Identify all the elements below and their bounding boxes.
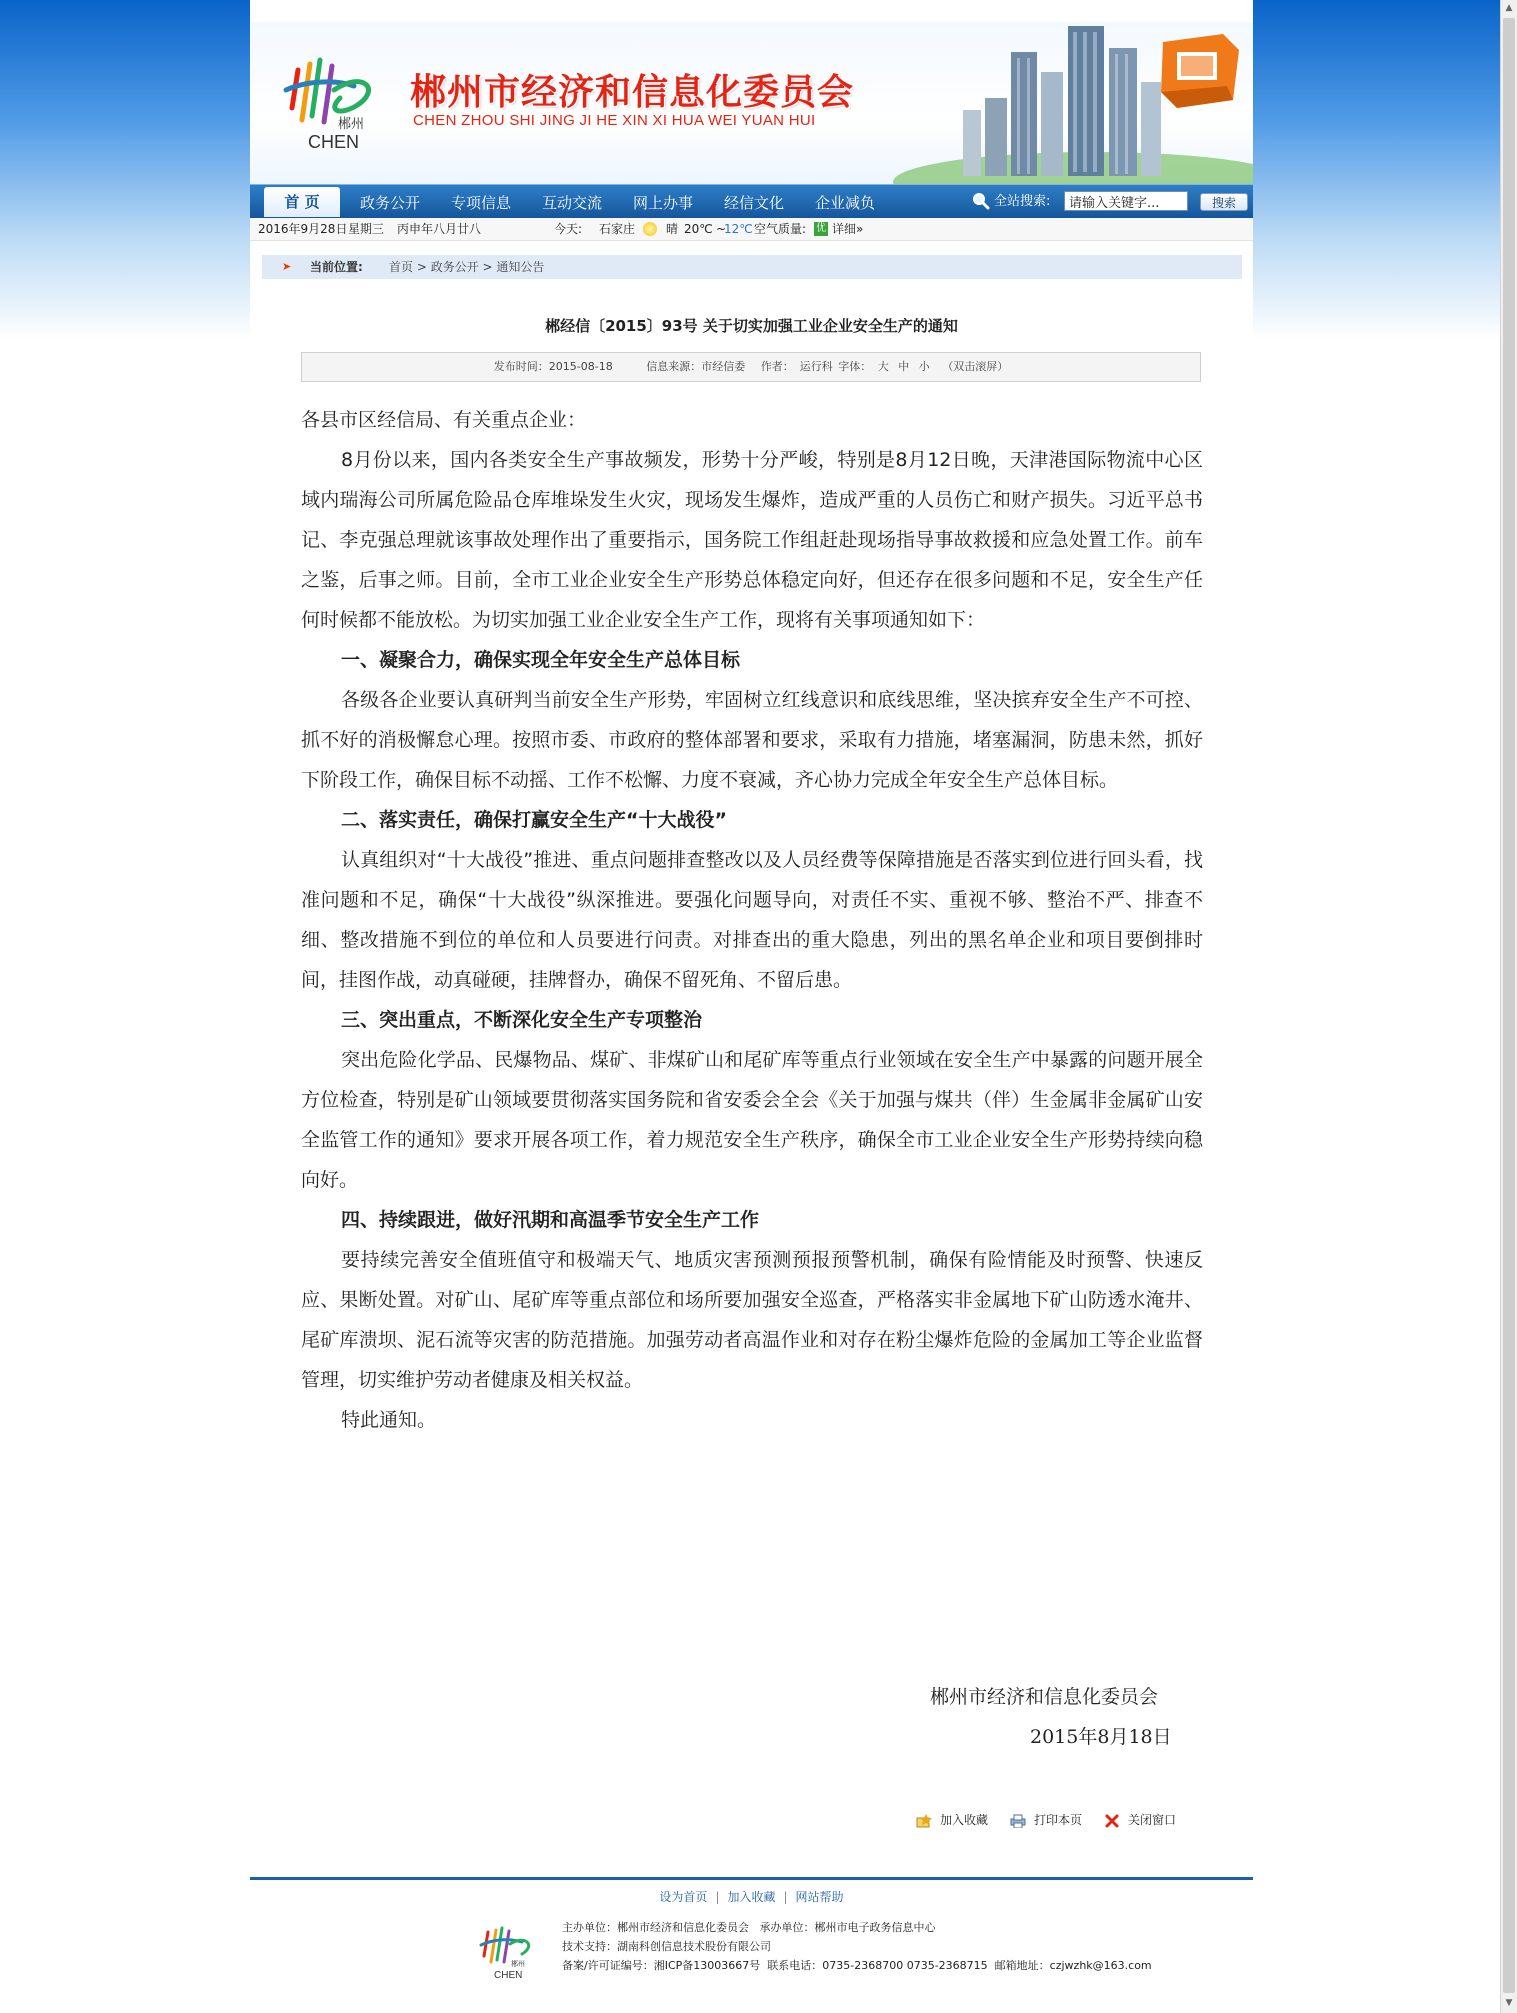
article-paragraph: 突出危险化学品、民爆物品、煤矿、非煤矿山和尾矿库等重点行业领域在安全生产中暴露的问题开展全方位检查，特别是矿山领域要贯彻落实国务院和省安委会全会《关于加强与煤共（伴）生金属非金属矿山安全监管工作的通知》要求开展各项工作，着力规范安全生产秩序，确保全市工业企业安全生产形势持续向稳向好。 [301,1049,1203,1191]
close-window-label: 关闭窗口 [1128,1813,1177,1827]
footer-link-separator: | [715,1890,720,1904]
search-button[interactable]: 搜索 [1200,193,1248,211]
article-closing: 特此通知。 [341,1409,437,1431]
vertical-scrollbar[interactable] [1500,0,1517,2013]
section-heading: 一、凝聚合力，确保实现全年安全生产总体目标 [341,649,741,671]
footer-link-separator: | [783,1890,788,1904]
search-label: 全站搜索: [994,194,1051,209]
site-logo[interactable] [278,50,390,165]
font-size-medium[interactable]: 中 [898,360,910,373]
article-title: 郴经信〔2015〕93号 关于切实加强工业企业安全生产的通知 [545,317,958,335]
computer-cube-icon [1161,34,1239,108]
font-size-label: 字体： [838,360,872,373]
font-size-large[interactable]: 大 [877,360,889,373]
current-weekday: 星期三 [348,222,385,236]
article-paragraph: 8月份以来，国内各类安全生产事故频发，形势十分严峻，特别是8月12日晚，天津港国际物流中心区域内瑞海公司所属危险品仓库堆垛发生火灾，现场发生爆炸，造成严重的人员伤亡和财产损失。习近平总书记、李克强总理就该事故处理作出了重要指示，国务院工作组赶赴现场指导事故救援和应急处置工作。前车之鉴，后事之师。目前，全市工业企业安全生产形势总体稳定向好，但还存在很多问题和不足，安全生产任何时候都不能放松。为切实加强工业企业安全生产工作，现将有关事项通知如下： [301,449,1203,631]
footer-organizer: 承办单位：郴州市电子政务信息中心 [759,1921,936,1934]
add-favorite-label: 加入收藏 [940,1813,989,1827]
scroll-up-arrow-icon[interactable]: ▲ [1505,3,1513,13]
nav-item-gov-affairs[interactable]: 政务公开 [359,194,420,212]
section-heading: 四、持续跟进，做好汛期和高温季节安全生产工作 [341,1209,760,1231]
date-weather-bar [250,218,1253,241]
site-header [250,22,1253,184]
sunny-icon [643,222,657,236]
print-page-button[interactable] [1010,1812,1082,1828]
nav-item-burden-reduction[interactable]: 企业减负 [814,194,875,212]
site-subtitle: CHEN ZHOU SHI JING JI HE XIN XI HUA WEI YUAN HUI [413,112,816,129]
print-icon [1010,1814,1026,1828]
search-icon [972,192,990,210]
close-window-button[interactable] [1104,1812,1176,1828]
set-homepage-link[interactable]: 设为首页 [659,1890,708,1904]
close-icon [1104,1814,1120,1828]
section-heading: 二、落实责任，确保打赢安全生产“十大战役” [341,809,727,831]
footer-links [250,1888,1253,1905]
site-title: 郴州市经济和信息化委员会 [410,72,855,113]
nav-item-interaction[interactable]: 互动交流 [541,194,602,212]
footer-phone: 联系电话：0735-2368700 0735-2368715 [767,1959,988,1972]
main-nav [250,184,1253,218]
temperature-low: 12℃ [724,222,753,236]
nav-item-home[interactable]: 首 页 [264,187,340,217]
scrollbar-thumb[interactable] [1503,18,1515,1993]
air-quality-label: 空气质量: [754,222,807,236]
signature-date: 2015年8月18日 [1030,1726,1172,1748]
footer-tech-support: 技术支持：湖南科创信息技术股份有限公司 [562,1940,771,1953]
nav-item-special-info[interactable]: 专项信息 [450,194,511,212]
article-paragraph: 要持续完善安全值班值守和极端天气、地质灾害预测预报预警机制，确保有险情能及时预警、快速反应、果断处置。对矿山、尾矿库等重点部位和场所要加强安全巡查，严格落实非金属地下矿山防透水淹井、尾矿库溃坝、泥石流等灾害的防范措施。加强劳动者高温作业和对存在粉尘爆炸危险的金属加工等企业监督管理，切实维护劳动者健康及相关权益。 [301,1249,1203,1391]
temperature-separator: ~ [716,222,727,236]
today-label: 今天: [554,222,583,236]
double-click-scroll[interactable]: （双击滚屏） [942,360,1009,373]
air-quality-badge: 优 [816,223,826,234]
signature-organization: 郴州市经济和信息化委员会 [930,1686,1159,1708]
nav-item-online-services[interactable]: 网上办事 [632,194,693,212]
temperature-high: 20℃ [684,222,713,236]
breadcrumb-path [389,255,544,279]
author-name: 运行科 [799,360,833,373]
footer-logo [478,1922,538,1982]
font-size-small[interactable]: 小 [918,360,930,373]
logo-text-en: CHEN [308,132,360,152]
scroll-down-arrow-icon[interactable]: ▼ [1505,1998,1513,2008]
breadcrumb-label: 当前位置: [310,260,363,274]
weather-detail-link[interactable]: 详细» [832,222,864,236]
footer-email: 邮箱地址：czjwzhk@163.com [994,1959,1152,1972]
article-body [301,400,1203,1440]
breadcrumb-sep: > [478,260,497,274]
author-label: 作者： [760,360,794,373]
breadcrumb-arrow-icon: ➤ [282,260,292,273]
publish-time: 发布时间：2015-08-18 [493,360,613,373]
weather-city: 石家庄 [599,222,636,236]
breadcrumb [262,255,1242,279]
breadcrumb-sep: > [413,260,431,274]
logo-text-cn: 郴州 [338,117,365,132]
print-page-label: 打印本页 [1034,1813,1083,1827]
footer-info [562,1918,1152,1975]
breadcrumb-gov-affairs[interactable]: 政务公开 [430,260,479,274]
lunar-date: 丙申年八月廿八 [397,222,482,236]
current-date: 2016年9月28日 [258,222,348,236]
footer-logo-text-en: CHEN [494,1970,523,1981]
footer-host: 主办单位：郴州市经济和信息化委员会 [562,1921,749,1934]
add-favorite-link[interactable]: 加入收藏 [727,1890,776,1904]
footer-logo-text-cn: 郴州 [511,1960,525,1968]
add-favorite-button[interactable] [916,1812,988,1828]
weather-condition: 晴 [666,222,679,236]
article-paragraph: 各级各企业要认真研判当前安全生产形势，牢固树立红线意识和底线思维，坚决摈弃安全生产不可控、抓不好的消极懈怠心理。按照市委、市政府的整体部署和要求，采取有力措施，堵塞漏洞，防患未然，抓好下阶段工作，确保目标不动摇、工作不松懈、力度不衰减，齐心协力完成全年安全生产总体目标。 [301,689,1203,791]
section-heading: 三、突出重点，不断深化安全生产专项整治 [341,1009,703,1031]
article-salutation: 各县市区经信局、有关重点企业： [301,409,587,431]
breadcrumb-home[interactable]: 首页 [389,260,414,274]
page-container [250,0,1253,2013]
nav-item-culture[interactable]: 经信文化 [723,194,784,212]
site-help-link[interactable]: 网站帮助 [795,1890,844,1904]
article-meta [301,352,1201,382]
article-paragraph: 认真组织对“十大战役”推进、重点问题排查整改以及人员经费等保障措施是否落实到位进行回头看，找准问题和不足，确保“十大战役”纵深推进。要强化问题导向，对责任不实、重视不够、整治不严、排查不细、整改措施不到位的单位和人员要进行问责。对排查出的重大隐患，列出的黑名单企业和项目要倒排时间，挂图作战，动真碰硬，挂牌督办，确保不留死角、不留后患。 [301,849,1203,991]
search-input[interactable] [1064,191,1188,211]
footer-icp: 备案/许可证编号：湘ICP备13003667号 [562,1959,761,1972]
breadcrumb-notices[interactable]: 通知公告 [496,260,545,274]
city-skyline-illustration [893,22,1253,184]
info-source: 信息来源：市经信委 [646,360,746,373]
favorite-icon [916,1814,932,1828]
footer-divider [250,1877,1253,1880]
